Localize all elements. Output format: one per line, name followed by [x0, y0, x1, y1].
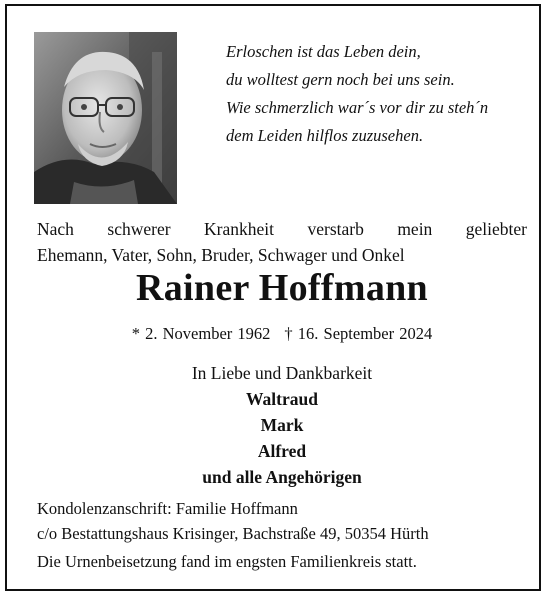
intro-line: Nach schwerer Krankheit verstarb mein geliebter	[37, 219, 527, 239]
footer	[37, 496, 532, 574]
poem-line: Erloschen ist das Leben dein,	[226, 42, 421, 61]
poem-line: dem Leiden hilflos zuzusehen.	[226, 126, 424, 145]
poem-line: du wolltest gern noch bei uns sein.	[226, 70, 455, 89]
mourner-name: und alle Angehörigen	[202, 467, 362, 487]
poem	[226, 38, 526, 150]
portrait-photo	[34, 32, 177, 204]
condolence-address: Kondolenzanschrift: Familie Hoffmann	[37, 499, 298, 518]
burial-note: Die Urnenbeisetzung fand im engsten Familienkreis statt.	[37, 552, 417, 571]
life-dates	[7, 324, 550, 344]
birth-date: * 2. November 1962	[131, 324, 271, 343]
portrait-image	[34, 32, 177, 204]
obituary-frame	[5, 4, 541, 591]
mourners-heading: In Liebe und Dankbarkeit	[191, 363, 373, 383]
deceased-name: Rainer Hoffmann	[136, 267, 428, 309]
mourner-name: Alfred	[257, 441, 307, 461]
intro-text	[37, 216, 527, 268]
intro-line: Ehemann, Vater, Sohn, Bruder, Schwager und Onkel	[37, 245, 405, 265]
mourner-name: Mark	[260, 415, 304, 435]
mourner-name: Waltraud	[246, 389, 318, 409]
poem-line: Wie schmerzlich war´s vor dir zu steh´n	[226, 98, 489, 117]
condolence-address: c/o Bestattungshaus Krisinger, Bachstraße 49, 50354 Hürth	[37, 524, 429, 543]
death-date: † 16. September 2024	[284, 324, 433, 343]
mourners	[7, 360, 550, 490]
